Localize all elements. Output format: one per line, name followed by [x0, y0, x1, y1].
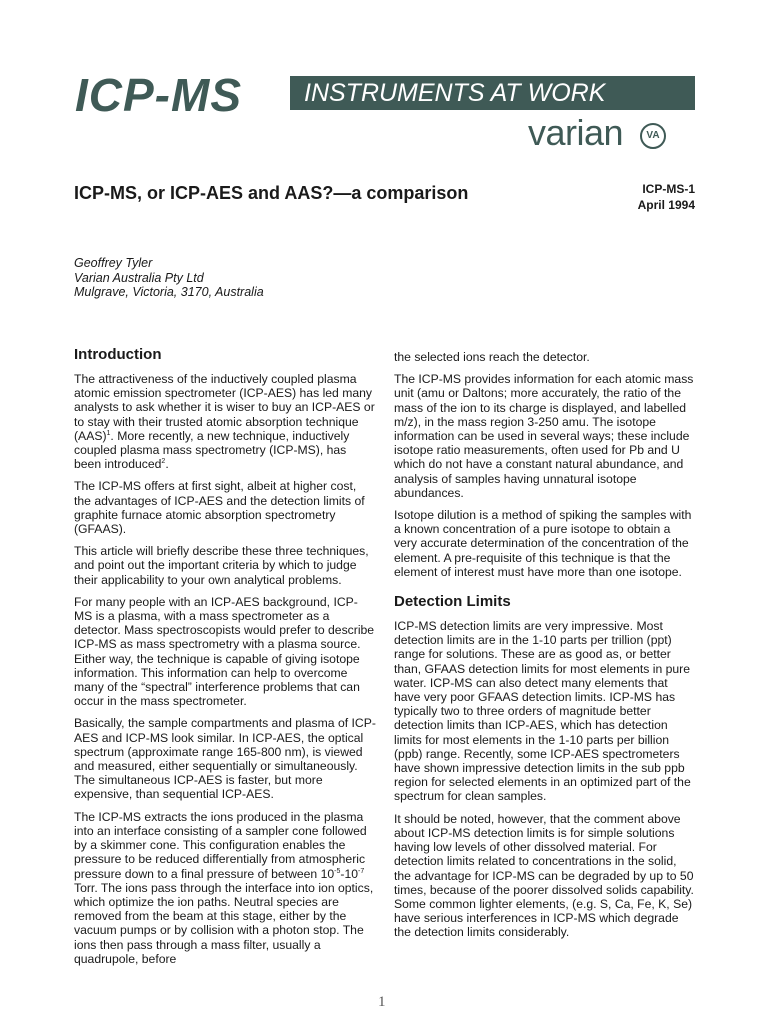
icp-ms-logo: ICP-MS [75, 69, 242, 121]
document-id: ICP-MS-1 [642, 182, 695, 196]
paragraph: The attractiveness of the inductively coupled plasma atomic emission spectrometer (ICP-AES) has led many analysts to ask whether it is wiser to buy an ICP-AES or to stay with their trusted atomic absorption technique (AAS)$^1$. More recently, a new technique, inductively coupled plasma mass spectrometry (ICP-MS), has been introduced$^2$. [74, 372, 375, 472]
page-number: 1 [378, 994, 386, 1010]
author-name: Geoffrey Tyler [74, 256, 153, 270]
paragraph: ICP-MS detection limits are very impressive. Most detection limits are in the 1-10 parts per trillion (ppt) range for solutions. These are as good as, or better than, GFAAS detection limits for most elements in pure water. ICP-MS can also detect many elements that have very poor GFAAS detection limits. ICP-MS has typically two to three orders of magnitude better detection limits than ICP-AES, which has detection limits for most elements in the 1-10 parts per billion (ppb) range. Recently, some ICP-AES spectrometers have shown impressive detection limits in the sub ppb region for selected elements in an optimized part of the spectrum for clean samples. [394, 619, 691, 804]
varian-brand: varian [528, 112, 624, 153]
document-meta [610, 181, 695, 213]
author-organization: Varian Australia Pty Ltd [74, 270, 204, 285]
paragraph: The ICP-MS extracts the ions produced in the plasma into an interface consisting of a sampler cone followed by a skimmer cone. This configuration enables the pressure to be reduced differentially from atmospheric pressure down to a final pressure of between $10^{-5}-10^{-7}$ Torr. The ions pass through the interface into ion optics, which optimize the ion paths. Neutral species are removed from the beam at this stage, either by the vacuum pumps or by collision with a photon stop. The ions then pass through a mass filter, usually a quadrupole, before [74, 809, 374, 966]
document-date: April 1994 [637, 198, 695, 212]
author-address: Mulgrave, Victoria, 3170, Australia [74, 285, 264, 299]
section-heading-detection-limits: Detection Limits [394, 593, 511, 611]
paragraph: It should be noted, however, that the comment above about ICP-MS detection limits is for simple solutions having low levels of other dissolved material. For detection limits related to concentrations in the solid, the advantage for ICP-MS can be degraded by up to 50 times, because of the poorer dissolved solids capability. Some common lighter elements, (e.g. S, Ca, Fe, K, Se) have serious interferences in ICP-MS which degrade the detection limits considerably. [394, 811, 694, 940]
left-column [74, 346, 376, 974]
section-heading-introduction: Introduction [74, 346, 162, 363]
paragraph: For many people with an ICP-AES background, ICP-MS is a plasma, with a mass spectrometer as a detector. Mass spectroscopists would prefer to describe ICP-MS as mass spectrometry with a plasma source. Either way, the technique is capable of giving isotope information. This information can help to overcome many of the “spectral” interference problems that can occur in the mass spectrometer. [74, 594, 375, 709]
paragraph: Basically, the sample compartments and plasma of ICP-AES and ICP-MS look similar. In ICP-AES, the optical spectrum (approximate range 165-800 nm), is viewed and measured, either sequentially or simultaneously. The simultaneous ICP-AES is faster, but more expensive, than sequential ICP-AES. [74, 716, 376, 802]
paragraph: The ICP-MS offers at first sight, albeit at higher cost, the advantages of ICP-AES and the detection limits of graphite furnace atomic absorption spectrometry (GFAAS). [74, 479, 365, 537]
paragraph: the selected ions reach the detector. [394, 350, 590, 364]
banner-title: INSTRUMENTS AT WORK [304, 79, 606, 107]
right-column [394, 350, 696, 948]
author-block [74, 256, 264, 300]
paragraph: Isotope dilution is a method of spiking the samples with a known concentration of a pure isotope to obtain a very accurate determination of the concentration of the element. A pre-requisite of this technique is that the element of interest must have more than one isotope. [394, 508, 692, 579]
varian-logo-icon: VA [640, 123, 666, 149]
paragraph: The ICP-MS provides information for each atomic mass unit (amu or Daltons; more accurately, the ratio of the mass of the ion to its charge is displayed, and labelled m/z), in the mass region 3-250 amu. The isotope information can be used in several ways; these include isotope ratio measurements, often used for Pb and U which do not have a constant natural abundance, and analysis of samples having unnatural isotope abundances. [394, 372, 694, 500]
paragraph: This article will briefly describe these three techniques, and point out the important criteria by which to judge their applicability to your own analytical problems. [74, 544, 369, 587]
document-title: ICP-MS, or ICP-AES and AAS?—a comparison [74, 183, 469, 203]
